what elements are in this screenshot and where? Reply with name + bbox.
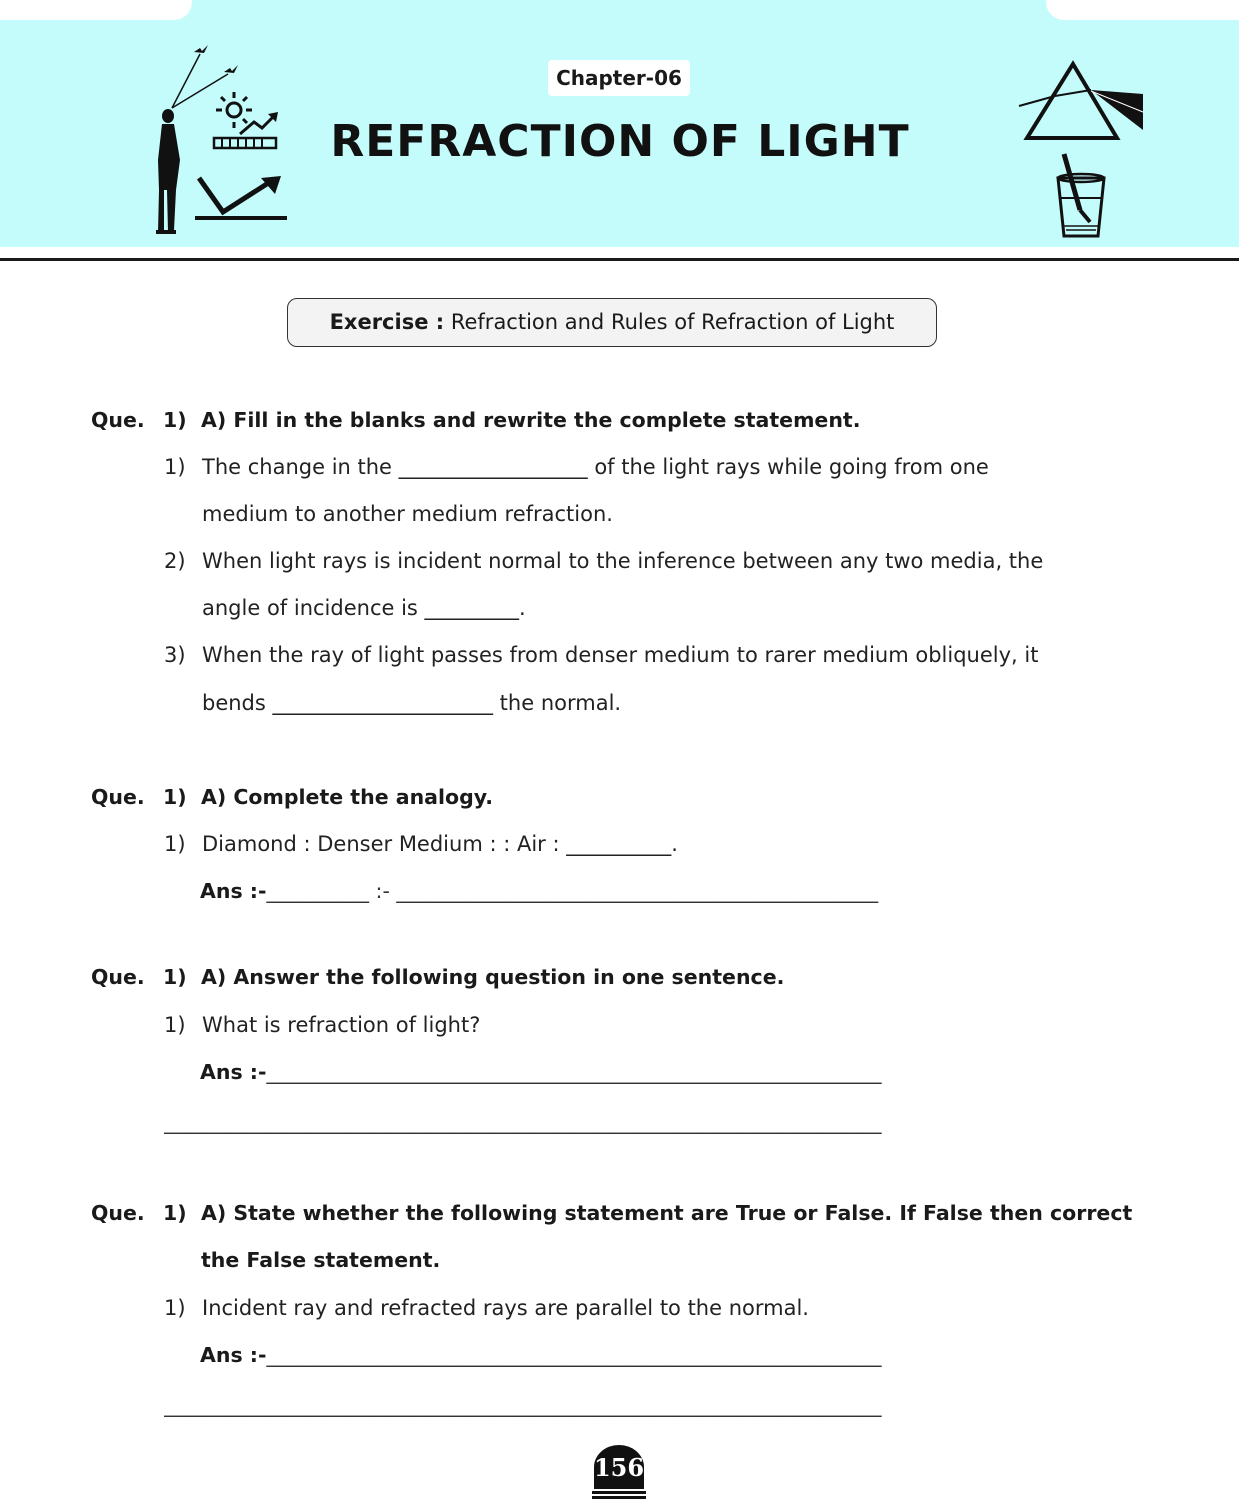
item-number: 1) [164,1296,186,1320]
item-text: When light rays is incident normal to the inference between any two media, the [202,549,1044,573]
answer-extra-line[interactable]: ______________________________________________________________________ [164,1393,882,1417]
answer-label: Ans :- [200,1060,267,1084]
item-text: The change in the __________________ of the light rays while going from one [202,455,989,479]
reflection-arrow-icon [195,172,290,224]
question-heading-one-sentence [91,962,784,992]
answer-label: Ans :- [200,1343,267,1367]
exercise-label: Exercise : [329,310,445,334]
exercise-heading-box [287,298,937,347]
exercise-title: Refraction and Rules of Refraction of Light [450,310,895,334]
question-number: 1) [163,1201,187,1225]
question-text: A) Answer the following question in one sentence. [201,965,785,989]
item-number: 3) [164,643,186,667]
header-divider [0,258,1239,261]
question-number: 1) [163,408,187,432]
question-heading-analogy [91,782,493,812]
glass-with-straw-icon [1050,150,1112,242]
page-number: 156 [593,1453,645,1482]
question-text: A) State whether the following statement are True or False. If False then correct [201,1201,1133,1225]
item-text: angle of incidence is _________. [202,596,526,620]
answer-blank[interactable]: ____________________________________________________________ [266,1060,882,1084]
item-text: bends _____________________ the normal. [202,691,622,715]
answer-line[interactable] [200,1340,882,1370]
item-text: When the ray of light passes from denser medium to rarer medium obliquely, it [202,643,1039,667]
chapter-label: Chapter-06 [548,60,690,96]
item-number: 2) [164,549,186,573]
item-text: medium to another medium refraction. [202,502,613,526]
question-number: 1) [163,965,187,989]
question-heading-true-false [91,1198,1132,1228]
question-heading-continuation [201,1245,440,1275]
header-tab-cut-left [0,0,192,20]
item-number: 1) [164,1013,186,1037]
que-label: Que. [91,965,145,989]
chapter-title: REFRACTION OF LIGHT [330,116,910,167]
page-number-badge [590,1443,648,1500]
question-text: the False statement. [201,1248,441,1272]
question-number: 1) [163,785,187,809]
sun-rising-icon [210,90,282,152]
answer-line[interactable] [200,1057,882,1087]
item-number: 1) [164,455,186,479]
que-label: Que. [91,408,145,432]
answer-extra-line[interactable]: ______________________________________________________________________ [164,1110,882,1134]
question-heading-fill-blanks [91,405,861,435]
prism-icon [1015,58,1147,142]
answer-label: Ans :- [200,879,267,903]
item-text: Incident ray and refracted rays are parallel to the normal. [202,1296,809,1320]
question-text: A) Fill in the blanks and rewrite the complete statement. [201,408,861,432]
item-text: Diamond : Denser Medium : : Air : __________. [202,832,678,856]
answer-line[interactable] [200,876,878,906]
answer-blank[interactable]: __________ :- _______________________________________________ [266,879,879,903]
item-text: What is refraction of light? [202,1013,481,1037]
header-tab-cut-right [1046,0,1239,20]
que-label: Que. [91,785,145,809]
answer-blank[interactable]: ____________________________________________________________ [266,1343,882,1367]
question-text: A) Complete the analogy. [201,785,494,809]
item-number: 1) [164,832,186,856]
que-label: Que. [91,1201,145,1225]
